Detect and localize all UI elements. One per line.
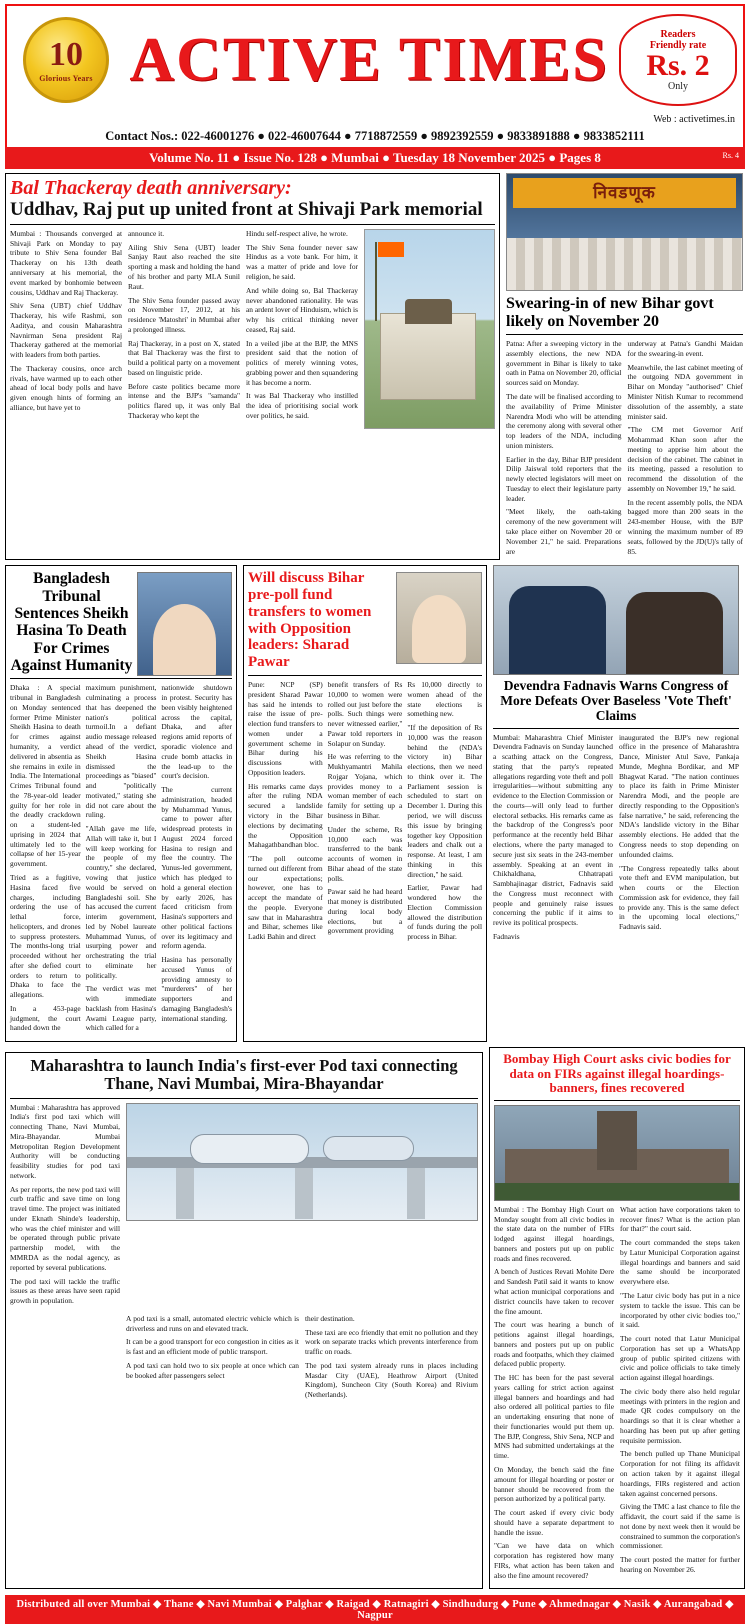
podtaxi-column-1 <box>10 1103 120 1310</box>
paragraph: Mumbai : Maharashtra has approved India's first pod taxi which will connecting Thane, Navi Mumbai, Mira-Bhayandar. Mumbai Metropolitan Region Development Authority will be conducting feasibility studies for pod taxi network. <box>10 1102 120 1180</box>
pawar-headline: Will discuss Bihar pre-poll fund transfers to women with Opposition leaders: Sharad Pawar <box>248 570 372 671</box>
paragraph: Hindu self-respect alive, he wrote. <box>246 228 348 238</box>
podtaxi-column-1b <box>10 1314 120 1404</box>
paragraph: nationwide shutdown in protest. Security has been visibly heightened across the capital, Dhaka, and after regions amid reports of sporadic violence and crude bomb attacks in the lead-up to the court's decision. <box>161 683 233 781</box>
pawar-column-1 <box>248 680 323 946</box>
lead-column-2 <box>128 229 240 429</box>
highcourt-headline: Bombay High Court asks civic bodies for data on FIRs against illegal hoardings-banners, fines recovered <box>503 1051 731 1096</box>
paragraph: Dhaka : A special tribunal in Bangladesh on Monday sentenced former Prime Minister Sheikh Hasina to death for crimes against humanity, a verdict delivered in absentia as she remains in exile in India. The International Crimes Tribunal found the 78-year-old leader guilty for her role in the deadly crackdown on a student-led uprising in 2024 that ultimately led to the collapse of her 15-year government. <box>10 683 81 869</box>
marathi-banner-text: निवडणूक <box>513 178 736 208</box>
paragraph: The civic body there also held regular meetings with printers in the region and made QR codes compulsory on the hoardings so that it is clear whether a hoarding has been put up after getting requisite permission. <box>620 1386 740 1445</box>
bombay-high-court-photo <box>494 1105 740 1201</box>
volume-bar <box>5 147 745 169</box>
podtaxi-column-2 <box>126 1314 299 1404</box>
fadnavis-photo <box>493 565 739 675</box>
paragraph: In a veiled jibe at the BJP, the MNS president said that the notion of politics of merely winning votes, grabbing power and then squandering it has become a norm. <box>246 338 358 387</box>
paragraph: A pod taxi is a small, automated electric vehicle which is driverless and runs on and elevated track. <box>126 1313 299 1333</box>
website-line: Web : activetimes.in <box>5 114 745 127</box>
paragraph: "The poll outcome turned out different from our expectations; however, one has to accept the mandate of the people. Everyone saw that in Maharashtra and Bihar, schemes like Ladki Bahin and direct <box>248 854 323 942</box>
paragraph: "The Congress repeatedly talks about vote theft and EVM manipulation, but when courts or the Election Commission ask for evidence, they fail to provide any. This is the same defect in the upcoming local elections," Fadnavis said. <box>619 863 739 932</box>
paragraph: The verdict was met with immediate backlash from Hasina's Awami League party, which called for a <box>85 984 157 1033</box>
paragraph: In a 453-page judgment, the court handed down the <box>10 1003 81 1033</box>
sharad-pawar-photo <box>396 572 482 664</box>
right-column-stack <box>493 565 739 1042</box>
person-right <box>626 592 724 674</box>
paragraph: The court commanded the steps taken by Latur Municipal Corporation against illegal hoardings and banners and said the same should be incorporated everywhere else. <box>620 1238 740 1287</box>
bihar-swearing-story <box>506 173 743 560</box>
lead-section <box>5 173 745 560</box>
lead-kicker: Bal Thackeray death anniversary: <box>10 177 292 199</box>
paragraph: The Thackeray cousins, once arch rivals, have warmed up to each other ahead of local body polls and have given enough hints of forming an alliance, but have yet to <box>10 363 122 412</box>
paragraph: Pawar said he had heard that money is distributed during local body elections, but a government providing <box>327 887 403 936</box>
paragraph: Patna: After a sweeping victory in the assembly elections, the new NDA government in Bihar is likely to take oath in Patna on November 20, official sources said on Monday. <box>506 339 622 388</box>
paragraph: These taxi are eco friendly that emit no pollution and they work on separate tracks which prevents interference from traffic on roads. <box>305 1327 478 1357</box>
clock-tower <box>597 1111 636 1169</box>
paragraph: His remarks came days after the ruling NDA secured a landslide victory in the Bihar elections by decimating the Opposition Mahagathbandhan bloc. <box>248 781 323 850</box>
cover-price-small: Rs. 4 <box>722 151 739 160</box>
paragraph: Ailing Shiv Sena (UBT) leader Sanjay Raut also reached the site sporting a mask and holding the hand of his brother and party MLA Sunil Raut. <box>128 242 240 291</box>
bangladesh-column-1 <box>10 683 81 1037</box>
paragraph: Mumbai : Thousands converged at Shivaji Park on Monday to pay tribute to Shiv Sena founder Bal Thackeray on his 13th death anniversary at his memorial, the event marked by bonhomie between cousins, Uddhav and Raj Thackeray. <box>10 228 122 297</box>
pawar-column-3 <box>407 680 482 946</box>
paragraph: Shiv Sena (UBT) chief Uddhav Thackeray, his wife Rashmi, son Aaditya, and cousin Maharashtra Navnirman Sena president Raj Thackeray gathered at the memorial with leaders from both parties. <box>10 301 122 360</box>
paragraph: The Shiv Sena founder passed away on November 17, 2012, at his residence 'Matoshri' in Mumbai after a prolonged illness. <box>128 295 240 334</box>
divider <box>494 1100 740 1101</box>
paragraph: maximum punishment, culminating a process that has deepened the nation's political turmoil.In a defiant audio message released ahead of the verdict, Sheikh Hasina dismissed the proceedings as "biased" and "politically motivated," stating she did not care about the ruling. <box>85 683 157 820</box>
paragraph: The current administration, headed by Muhammad Yunus, came to power after widespread protests in August 2024 forced Hasina to resign and flee the country. The Yunus-led government, which has pledged to hold a general election by early 2026, has faced criticism from Hasina's supporters and other political factions over its legitimacy and reform agenda. <box>161 785 233 951</box>
distribution-footer: Distributed all over Mumbai ◆ Thane ◆ Navi Mumbai ◆ Palghar ◆ Raigad ◆ Ratnagiri ◆ Sindhudurg ◆ Pune ◆ Ahmednagar ◆ Nasik ◆ Aurangabad ◆ Nagpur <box>5 1595 745 1624</box>
crowd-row <box>507 238 742 290</box>
third-row <box>5 1047 745 1589</box>
paragraph: Rs 10,000 directly to women ahead of the state elections is something new. <box>407 680 483 719</box>
pawar-story <box>243 565 487 1042</box>
paragraph: Meanwhile, the last cabinet meeting of the outgoing NDA government in Bihar on Monday "authorised" Chief Minister Nitish Kumar to recommend dissolution of the assembly, a state minister said. <box>627 362 743 421</box>
logo-subtitle: Glorious Years <box>39 73 93 83</box>
shivaji-park-memorial-photo <box>364 229 495 429</box>
paragraph: "The Latur civic body has put in a nice system to tackle the issue. This can be incorporated by other civic bodies too," it said. <box>620 1290 740 1330</box>
fadnavis-headline: Devendra Fadnavis Warns Congress of More Defeats Over Baseless 'Vote Theft' Claims <box>500 678 732 724</box>
saffron-flag <box>378 242 404 257</box>
paragraph: Before caste politics became more intense and the BJP's "samanda" politics flared up, it was only Bal Thackeray who kept the <box>128 381 240 420</box>
bangladesh-column-2 <box>86 683 157 1037</box>
fadnavis-column-1 <box>493 733 613 946</box>
page-title: ACTIVE TIMES <box>129 25 609 94</box>
person-left <box>509 586 607 675</box>
paragraph: What action have corporations taken to recover fines? What is the action plan for that?" the court said. <box>620 1204 740 1234</box>
pod-vehicle-2 <box>323 1136 414 1162</box>
logo-number: 10 <box>49 35 83 73</box>
paragraph: Mumbai: Maharashtra Chief Minister Devendra Fadnavis on Sunday launched a scathing attack on the Congress, stating that the party's repeated allegations regarding vote theft and poll irregularities—without submitting any evidence to the Election Commission or the courts—will only lead to further electoral setbacks. His remarks came as the backdrop of the Congress's poor performance at the recently held Bihar elections, where the party managed to secure just six seats in the 243-member assembly. Speaking at an event in Chikhaldhana, Chhatrapati Sambhajinagar district, Fadnavis said the Congress must reconnect with people and genuinely raise issues concerning the public if it aims to revive its political prospects. <box>493 732 613 928</box>
pod-vehicle-1 <box>190 1134 309 1164</box>
contact-numbers: Contact Nos.: 022-46001276 ● 022-46007644 ● 7718872559 ● 9892392559 ● 9833891888 ● 9833852111 <box>5 127 745 147</box>
paragraph: Hasina has personally accused Yunus of providing amnesty to "murderers" of her supporters and damaging Bangladesh's international standing. <box>161 955 233 1023</box>
support-pillar <box>176 1168 194 1219</box>
paragraph: Tried as a fugitive, Hasina faced five charges, including ordering the use of lethal force, helicopters, and drones to suppress protesters. The months-long trial proceeded without her after she defied court orders to return to Dhaka to face the allegations. <box>10 872 81 1000</box>
highcourt-column-1 <box>494 1205 614 1585</box>
paragraph: The HC has been for the past several years calling for strict action against illegal banners and hoardings and had also ordered all political parties to file an undertaking ensuring that none of their functionaries would put them up. The BJP, Congress, Shiv Sena, NCP and MNS had submitted undertakings at the time. <box>494 1373 614 1461</box>
bihar-headline: Swearing-in of new Bihar govt likely on November 20 <box>506 295 714 330</box>
memorial-structure <box>380 313 475 400</box>
fadnavis-column-2 <box>619 733 739 946</box>
paragraph: Earlier in the day, Bihar BJP president Dilip Jaiswal told reporters that the newly elected legislators will meet on Tuesday to elect their legislature party leader. <box>506 454 622 503</box>
paragraph: The court asked if every civic body should have a separate department to handle the issue. <box>494 1508 614 1537</box>
paragraph: The date will be finalised according to the availability of Prime Minister Narendra Modi who will be attending the ceremony along with several other top leaders of the NDA, including union ministers. <box>506 392 622 450</box>
paragraph: The court was hearing a bunch of petitions against illegal hoardings, banners and posters put up on public roads and footpaths, which they claimed defaced public property. <box>494 1320 614 1369</box>
bangladesh-headline: Bangladesh Tribunal Sentences Sheikh Hasina To Death For Crimes Against Humanity <box>10 570 133 675</box>
paragraph: "If the deposition of Rs 10,000 was the reason behind the (NDA's victory in) Bihar elections, then we need to think over it. The Parliament session is scheduled to start on December 1. During this period, we will discuss this issue by bringing together key Opposition leaders and chalk out a response. At least, I am thinking in this direction," he said. <box>407 723 483 879</box>
paragraph: "The CM met Governor Arif Mohammad Khan soon after the meeting to apprise him about the decision of the cabinet. The cabinet in its meeting, passed a resolution to recommend the dissolution of the assembly on November 19," he said. <box>627 425 743 493</box>
paragraph: "Meet likely, the oath-taking ceremony of the new government will take place either on November 20 or November 21," he said. Preparations are <box>506 507 622 556</box>
paragraph: The court posted the matter for further hearing on November 26. <box>620 1555 740 1574</box>
masthead <box>5 4 745 114</box>
price-value: Rs. 2 <box>646 48 710 82</box>
paragraph: It was Bal Thackeray who instilled the idea of prioritising social work over politics, he said. <box>246 391 358 420</box>
paragraph: Pune: NCP (SP) president Sharad Pawar has said he intends to raise the issue of pre-election fund transfers to women under a government scheme in Bihar during his discussions with Opposition leaders. <box>248 680 323 777</box>
divider <box>248 675 482 676</box>
paper-title-box <box>121 10 617 110</box>
podtaxi-story <box>5 1052 483 1589</box>
paragraph: A bench of Justices Revati Mohite Dere and Sandesh Patil said it wants to know what action municipal corporations and district councils have taken to recover the fine amount. <box>494 1267 614 1316</box>
paragraph: He was referring to the Mukhyamantri Mahila Rojgar Yojana, which provides money to a woman member of each family for setting up a business in Bihar. <box>327 752 403 820</box>
tree-line <box>495 1183 739 1200</box>
support-pillar <box>407 1168 425 1219</box>
paragraph: A pod taxi can hold two to six people at once which can be booked after passengers select <box>126 1360 299 1380</box>
divider <box>10 1098 478 1099</box>
paragraph: And while doing so, Bal Thackeray never abandoned rationality. He was an ardent lover of Hinduism, which is why his critical thinking never ceased, Raj said. <box>246 285 358 334</box>
paragraph: "Allah gave me life, Allah will take it, but I will keep working for the people of my country," she declared, vowing that justice would be served on Bangladeshi soil. She has accused the current interim government, led by Nobel laureate Muhammad Yunus, of usurping power and orchestrating the trial to eliminate her politically. <box>85 824 157 980</box>
bihar-ceremony-photo <box>506 173 743 291</box>
sheikh-hasina-photo <box>137 572 232 676</box>
paragraph: Fadnavis <box>493 931 520 941</box>
paragraph: inaugurated the BJP's new regional office in the presence of Maharashtra Dance, Minister Atul Save, Pankaja Munde, Meghna Bordikar, and MP Bhagwat Karad. "The nation continues to place its faith in Prime Minister Narendra Modi, and the people are directly responding to the Opposition's false narrative," he said, referencing the NDA's landslide victory in the Bihar assembly elections. He added that the Congress needs to stop depending on unfounded claims. <box>619 732 739 859</box>
lead-column-1 <box>10 229 122 429</box>
paragraph: The bench pulled up Thane Municipal Corporation for not filing its affidavit on action taken by it against illegal hoardings, FIRs registered and action taken against concerned persons. <box>620 1449 740 1498</box>
paragraph: Raj Thackeray, in a post on X, stated that Bal Thackeray was the first to build a political party on a movement based on linguistic pride. <box>128 338 240 377</box>
paragraph: As per reports, the new pod taxi will curb traffic and save time on long travel time. The project was initiated under Eknath Shinde's leadership, who was the chief minister and will be operated through public private partnership model, with the MMRDA as the nodal agency, as reported by several publications. <box>10 1184 120 1272</box>
divider <box>10 224 495 225</box>
divider <box>10 678 232 679</box>
volume-text: Volume No. 11 ● Issue No. 128 ● Mumbai ● Tuesday 18 November 2025 ● Pages 8 <box>149 150 601 165</box>
divider <box>493 728 739 729</box>
bangladesh-story <box>5 565 237 1042</box>
bihar-column-1 <box>506 339 622 560</box>
paragraph: In the recent assembly polls, the NDA bagged more than 200 seats in the 243-member House, with the BJP winning the maximum number of 89 seats, followed by the JD(U)'s tally of 85. <box>627 497 743 556</box>
price-only-label: Only <box>668 80 688 92</box>
paragraph: Giving the TMC a last chance to file the affidavit, the court said if the same is not done by next week then it would be constrained to summon the corporation's commissioner. <box>620 1502 740 1551</box>
lead-story <box>5 173 500 560</box>
highcourt-story <box>489 1047 745 1589</box>
podtaxi-headline: Maharashtra to launch India's first-ever Pod taxi connecting Thane, Navi Mumbai, Mira-Bhayandar <box>30 1056 458 1094</box>
paragraph: The pod taxi system already runs in places including Masdar City (UAE), Heathrow Airport (United Kingdom), Suncheon City (South Korea) and Rivium (Netherlands). <box>305 1360 478 1400</box>
readers-label-2: Friendly rate <box>649 39 707 51</box>
paragraph: benefit transfers of Rs 10,000 to women were rolled out just before the polls. Such things were never witnessed earlier," Pawar told reporters in Solapur on Sunday. <box>327 680 403 748</box>
paragraph: Earlier, Pawar had wondered how the Election Commission allowed the distribution of funds during the poll process in Bihar. <box>407 883 483 942</box>
paragraph: The pod taxi will tackle the traffic issues as these areas have seen rapid growth in population. <box>10 1276 120 1306</box>
paragraph: Mumbai : The Bombay High Court on Monday sought from all civic bodies in the state data on the number of FIRs lodged against illegal hoardings, banners and posters put up on public roads and fines recovered. <box>494 1204 614 1263</box>
paragraph: announce it. <box>128 228 165 238</box>
bihar-column-2 <box>628 339 744 560</box>
paragraph: underway at Patna's Gandhi Maidan for the swearing-in event. <box>627 339 743 358</box>
second-row <box>5 565 745 1042</box>
podtaxi-column-3 <box>305 1314 478 1404</box>
price-badge <box>619 14 737 106</box>
paragraph: The court noted that Latur Municipal Corporation has set up a WhatsApp group of public spirited citizens with civic and police officials to take timely action against illegal hoardings. <box>620 1334 740 1383</box>
readers-label-1: Readers <box>660 28 696 40</box>
highcourt-column <box>489 1047 745 1589</box>
lead-column-3 <box>246 229 358 429</box>
paragraph: their destination. <box>305 1313 355 1323</box>
bangladesh-column-3 <box>161 683 232 1037</box>
pawar-column-2 <box>328 680 403 946</box>
paragraph: It can be a good transport for eco congestion in cities as it is fast and an efficient mode of public transport. <box>126 1337 299 1357</box>
lead-headline: Uddhav, Raj put up united front at Shivaji Park memorial <box>10 199 483 220</box>
logo-circle <box>23 17 109 103</box>
paragraph: On Monday, the bench said the fine amount for illegal hoarding or poster or banner should be recovered from the person authorized by a political party. <box>494 1465 614 1504</box>
paragraph: Under the scheme, Rs 10,000 each was transferred to the bank accounts of women in Bihar ahead of the state polls. <box>327 824 403 883</box>
support-pillar <box>295 1168 313 1219</box>
paragraph: The Shiv Sena founder never saw Hindus as a vote bank. For him, it was a matter of pride and love for religion, he said. <box>246 242 358 281</box>
anniversary-logo <box>11 10 121 110</box>
highcourt-column-2 <box>620 1205 740 1585</box>
paragraph: "Can we have data on which corporation has registered how many FIRs, what action has been taken and also the fine amount recovered? <box>494 1541 614 1580</box>
pod-taxi-photo <box>126 1103 478 1221</box>
divider <box>506 334 743 335</box>
